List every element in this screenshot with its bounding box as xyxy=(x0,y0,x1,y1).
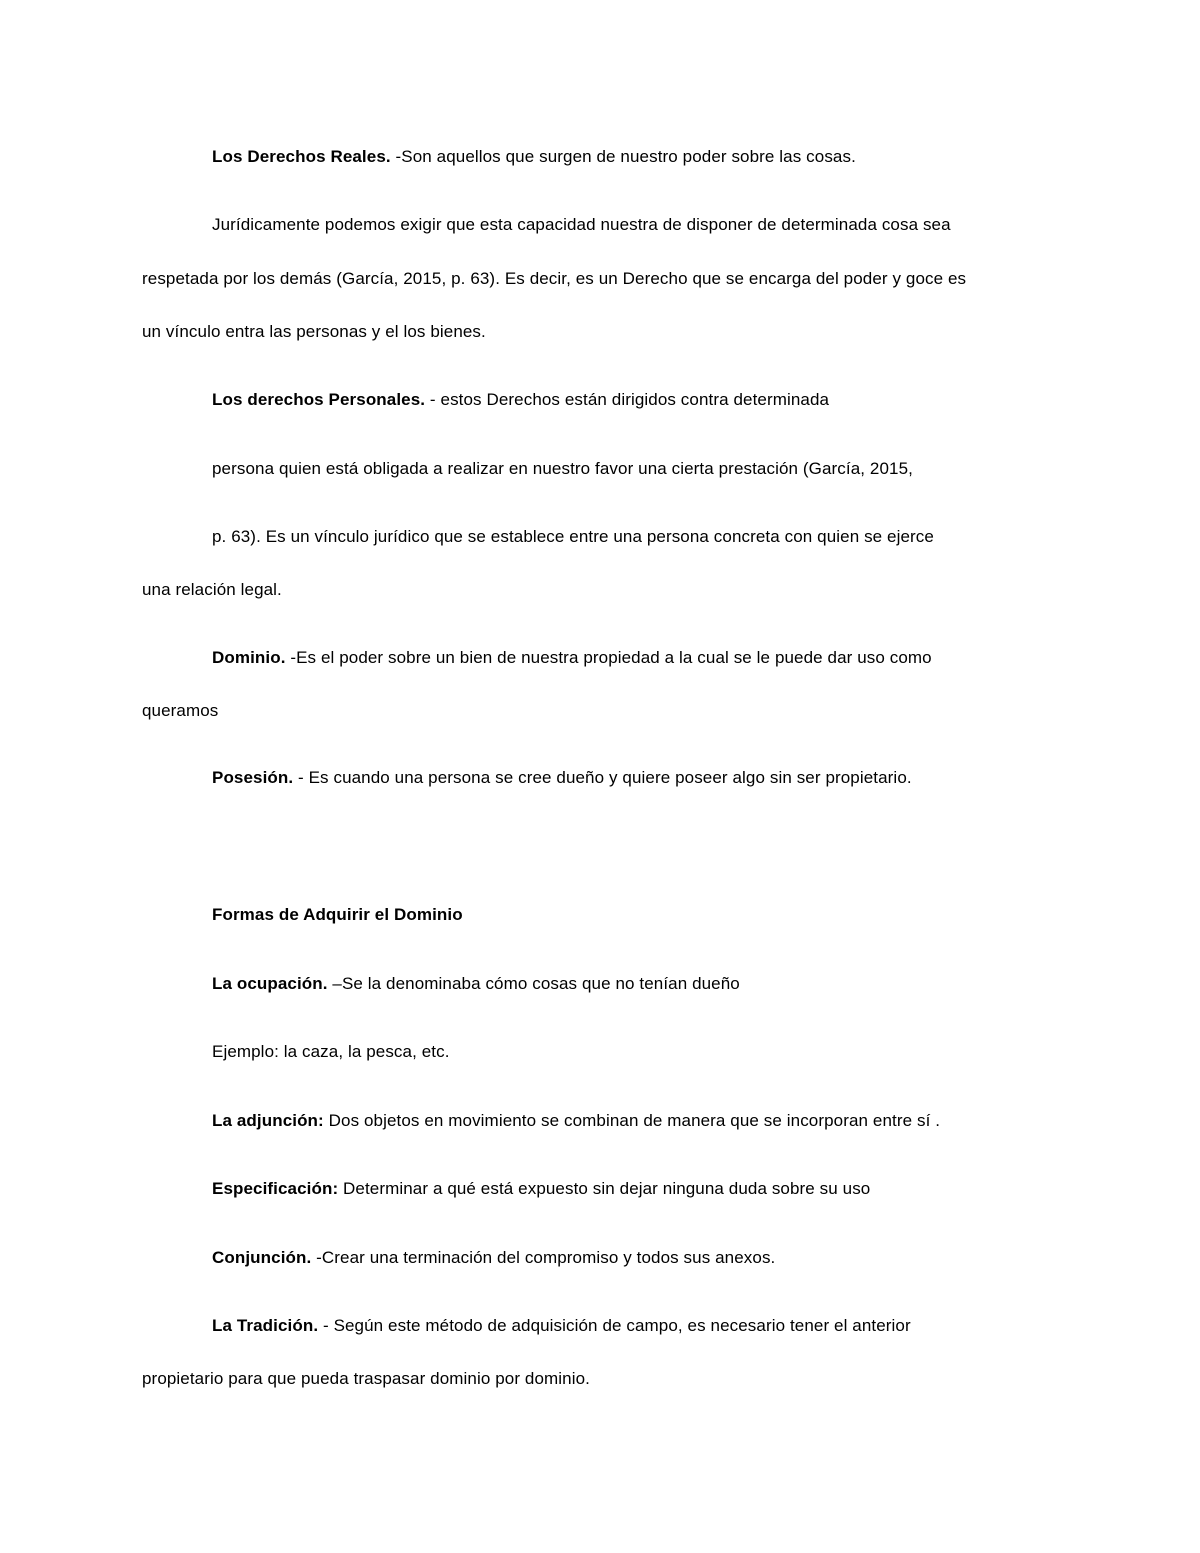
paragraph-especificacion xyxy=(212,1178,870,1200)
paragraph-tradicion-line-1 xyxy=(212,1315,911,1337)
paragraph-ejemplo: Ejemplo: la caza, la pesca, etc. xyxy=(212,1042,450,1061)
definition-adjuncion: Dos objetos en movimiento se combinan de manera que se incorporan entre sí . xyxy=(323,1111,941,1130)
paragraph-derechos-personales-line-1 xyxy=(212,389,829,411)
term-conjuncion: Conjunción. xyxy=(212,1248,312,1267)
term-derechos-reales: Los Derechos Reales. xyxy=(212,147,391,166)
term-posesion: Posesión. xyxy=(212,768,294,787)
term-especificacion: Especificación: xyxy=(212,1179,339,1198)
paragraph-dominio-line-1 xyxy=(212,647,932,669)
paragraph-ocupacion xyxy=(212,973,740,995)
term-adjuncion: La adjunción: xyxy=(212,1111,324,1130)
paragraph-juridicamente-line-2: respetada por los demás (García, 2015, p. 63). Es decir, es un Derecho que se encarga del poder y goce es xyxy=(142,269,967,288)
section-heading-text: Formas de Adquirir el Dominio xyxy=(212,905,463,924)
definition-tradicion: - Según este método de adquisición de campo, es necesario tener el anterior xyxy=(318,1316,911,1335)
paragraph-dominio-line-2: queramos xyxy=(142,701,219,720)
paragraph-juridicamente-line-1: Jurídicamente podemos exigir que esta capacidad nuestra de disponer de determinada cosa sea xyxy=(212,215,951,234)
paragraph-derechos-personales-line-4: una relación legal. xyxy=(142,580,282,599)
paragraph-derechos-reales xyxy=(212,146,856,168)
definition-ocupacion: –Se la denominaba cómo cosas que no tenían dueño xyxy=(327,974,740,993)
term-ocupacion: La ocupación. xyxy=(212,974,328,993)
definition-posesion: - Es cuando una persona se cree dueño y quiere poseer algo sin ser propietario. xyxy=(293,768,912,787)
paragraph-tradicion-line-2: propietario para que pueda traspasar dominio por dominio. xyxy=(142,1369,590,1388)
paragraph-adjuncion xyxy=(212,1110,940,1132)
definition-especificacion: Determinar a qué está expuesto sin dejar ninguna duda sobre su uso xyxy=(338,1179,871,1198)
paragraph-derechos-personales-line-2: persona quien está obligada a realizar en nuestro favor una cierta prestación (García, 2015, xyxy=(212,459,913,478)
section-heading xyxy=(212,904,463,926)
paragraph-juridicamente-line-3: un vínculo entra las personas y el los bienes. xyxy=(142,322,486,341)
definition-conjuncion: -Crear una terminación del compromiso y todos sus anexos. xyxy=(311,1248,776,1267)
definition-derechos-personales: - estos Derechos están dirigidos contra determinada xyxy=(425,390,830,409)
term-tradicion: La Tradición. xyxy=(212,1316,319,1335)
paragraph-conjuncion xyxy=(212,1247,775,1269)
definition-dominio: -Es el poder sobre un bien de nuestra propiedad a la cual se le puede dar uso como xyxy=(285,648,932,667)
term-derechos-personales: Los derechos Personales. xyxy=(212,390,426,409)
paragraph-derechos-personales-line-3: p. 63). Es un vínculo jurídico que se establece entre una persona concreta con quien se ejerce xyxy=(212,527,934,546)
definition-derechos-reales: -Son aquellos que surgen de nuestro poder sobre las cosas. xyxy=(390,147,856,166)
paragraph-posesion xyxy=(212,767,912,789)
term-dominio: Dominio. xyxy=(212,648,286,667)
